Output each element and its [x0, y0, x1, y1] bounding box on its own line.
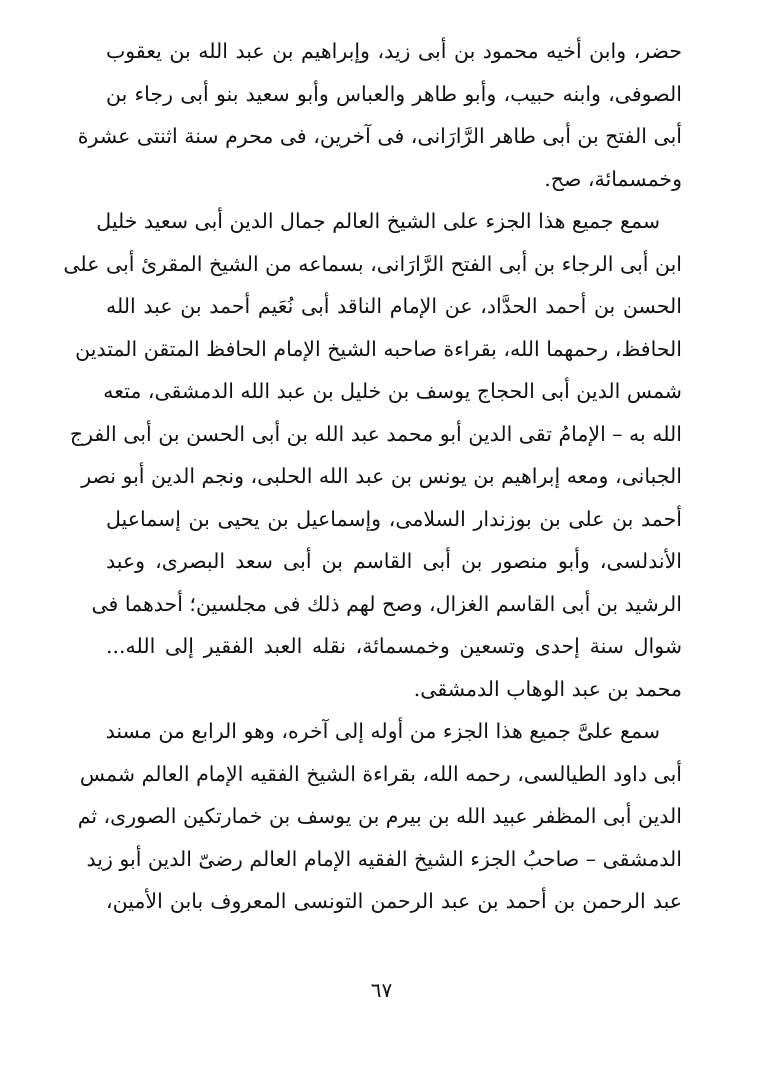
text-line: الصوفى، وابنه حبيب، وأبو طاهر والعباس وأبو سعيد بنو أبى رجاء بن	[106, 81, 682, 106]
text-line: أبى داود الطيالسى، رحمه الله، بقراءة الشيخ الفقيه الإمام العالم شمس	[79, 761, 682, 786]
text-line: شمس الدين أبى الحجاج يوسف بن خليل بن عبد الله الدمشقى، متعه	[103, 379, 682, 403]
paragraph-2	[63, 200, 682, 710]
text-line: الحافظ، رحمهما الله، بقراءة صاحبه الشيخ الإمام الحافظ المتقن المتدين	[75, 336, 682, 361]
text-line: ابن أبى الرجاء بن أبى الفتح الرَّارَانى، بسماعه من الشيخ المقرئ أبى على	[63, 251, 682, 276]
text-line: الدين أبى المظفر عبيد الله بن بيرم بن يوسف بن خمارتكين الصورى، ثم	[77, 804, 682, 828]
text-line: وخمسمائة، صح.	[544, 166, 682, 191]
page-number: ٦٧	[370, 978, 393, 1002]
paragraph-3	[77, 710, 682, 923]
paragraph-1	[77, 30, 682, 200]
text-line: محمد بن عبد الوهاب الدمشقى.	[413, 676, 682, 701]
page-body	[63, 30, 682, 923]
text-line: الله به – الإمامُ تقى الدين أبو محمد عبد الله بن أبى الحسن بن أبى الفرج	[69, 421, 682, 446]
text-line: سمع جميع هذا الجزء على الشيخ العالم جمال الدين أبى سعيد خليل	[96, 209, 660, 233]
text-line: أحمد بن على بن بوزندار السلامى، وإسماعيل بن يحيى بن إسماعيل	[106, 506, 682, 531]
text-line: الدمشقى – صاحبُ الجزء الشيخ الفقيه الإمام العالم رضىّ الدين أبو زيد	[86, 846, 682, 871]
text-line: الرشيد بن أبى القاسم الغزال، وصح لهم ذلك فى مجلسين؛ أحدهما فى	[91, 591, 682, 616]
text-line: حضر، وابن أخيه محمود بن أبى زيد، وإبراهيم بن عبد الله بن يعقوب	[106, 39, 682, 63]
text-line: شوال سنة إحدى وتسعين وخمسمائة، نقله العبد الفقير إلى الله...	[106, 634, 682, 658]
text-line: أبى الفتح بن أبى طاهر الرَّارَانى، فى آخرين، فى محرم سنة اثنتى عشرة	[77, 124, 682, 148]
text-line: سمع علىَّ جميع هذا الجزء من أوله إلى آخره، وهو الرابع من مسند	[105, 719, 660, 743]
text-line: الحسن بن أحمد الحدَّاد، عن الإمام الناقد أبى نُعَيم أحمد بن عبد الله	[106, 294, 682, 318]
text-line: الأندلسى، وأبو منصور بن أبى القاسم بن أبى سعد البصرى، وعبد	[106, 549, 682, 573]
text-line: الجبانى، ومعه إبراهيم بن يونس بن عبد الله الحلبى، ونجم الدين أبو نصر	[81, 464, 682, 488]
text-line: عبد الرحمن بن أحمد بن عبد الرحمن التونسى المعروف بابن الأمين،	[106, 889, 682, 913]
